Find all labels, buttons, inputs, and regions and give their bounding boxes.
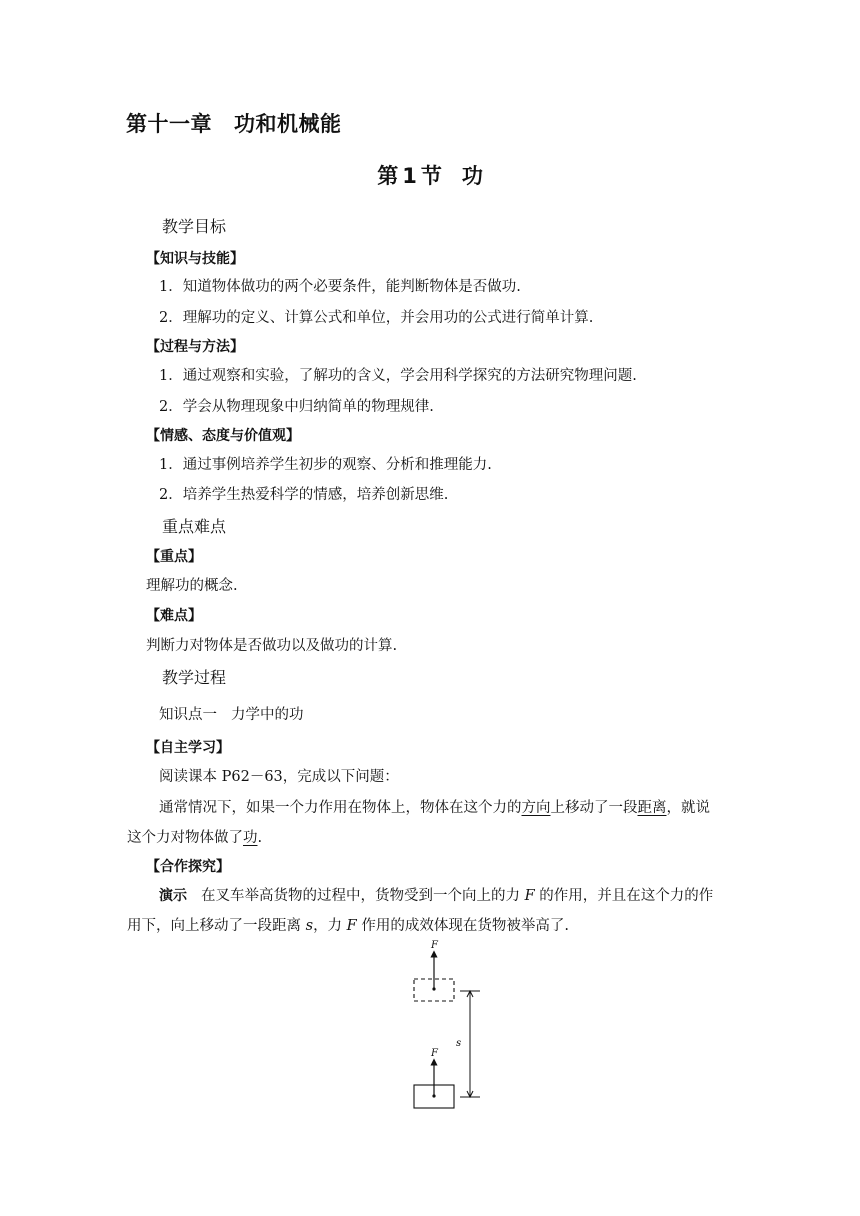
demo-symbol-f: F — [524, 888, 535, 904]
demo-text: 作用的成效体现在货物被举高了. — [361, 918, 569, 934]
difficulty-text: 判断力对物体是否做功以及做功的计算. — [146, 638, 398, 654]
self-study-label: 【自主学习】 — [146, 740, 230, 756]
demo-line-2 — [127, 914, 569, 935]
focus-label: 【重点】 — [146, 549, 202, 565]
force-point-top — [432, 987, 435, 990]
self-study-paragraph-line-2 — [127, 826, 262, 847]
para-text: 通常情况下，如果一个力作用在物体上，物体在这个力的 — [159, 800, 522, 816]
knowledge-item-1: 1．知道物体做功的两个必要条件，能判断物体是否做功. — [159, 279, 521, 295]
demo-label: 演示 — [159, 888, 187, 904]
teaching-process-heading: 教学过程 — [162, 668, 227, 687]
answer-blank-direction: 方向 — [521, 800, 551, 816]
knowledge-point-label: 知识点一 — [159, 707, 217, 723]
para-text: . — [257, 830, 263, 846]
process-item-2: 2．学会从物理现象中归纳简单的物理规律. — [159, 399, 434, 415]
emotion-item-1: 1．通过事例培养学生初步的观察、分析和推理能力. — [159, 457, 492, 473]
para-text: ，就说 — [666, 800, 710, 816]
knowledge-skills-label: 【知识与技能】 — [146, 251, 244, 267]
demo-text: ，力 — [313, 918, 343, 934]
chapter-number: 第十一章 — [126, 112, 212, 136]
focus-text: 理解功的概念. — [146, 578, 238, 594]
answer-blank-work: 功 — [243, 830, 258, 846]
demo-symbol-f: F — [346, 918, 357, 934]
forklift-work-figure — [400, 936, 500, 1112]
answer-blank-distance: 距离 — [637, 800, 667, 816]
knowledge-point-heading — [159, 703, 304, 724]
difficulty-label: 【难点】 — [146, 608, 202, 624]
section-unit: 节 — [420, 164, 442, 188]
emotion-attitude-label: 【情感、态度与价值观】 — [146, 428, 300, 444]
chapter-title: 功和机械能 — [234, 112, 342, 136]
emotion-item-2: 2．培养学生热爱科学的情感，培养创新思维. — [159, 487, 449, 503]
process-item-1: 1．通过观察和实验，了解功的含义，学会用科学探究的方法研究物理问题. — [159, 368, 637, 384]
distance-label: s — [456, 1038, 462, 1049]
self-study-instruction: 阅读课本 P62－63，完成以下问题： — [159, 769, 399, 785]
knowledge-item-2: 2．理解功的定义、计算公式和单位，并会用功的公式进行简单计算. — [159, 310, 594, 326]
section-title: 功 — [461, 164, 483, 188]
demo-text: 的作用，并且在这个力的作 — [539, 888, 714, 904]
process-methods-label: 【过程与方法】 — [146, 339, 244, 355]
objectives-heading: 教学目标 — [162, 217, 227, 236]
section-prefix: 第 — [377, 164, 399, 188]
demo-symbol-s: s — [305, 918, 314, 934]
key-points-heading: 重点难点 — [162, 517, 227, 536]
self-study-paragraph-line-1 — [159, 796, 710, 817]
force-label-bottom: F — [431, 1048, 438, 1059]
force-label-top: F — [431, 940, 438, 951]
knowledge-point-title: 力学中的功 — [231, 707, 304, 723]
section-heading — [0, 160, 860, 190]
cooperative-label: 【合作探究】 — [146, 859, 230, 875]
demo-text: 用下，向上移动了一段距离 — [127, 918, 301, 934]
para-text: 这个力对物体做了 — [127, 830, 243, 846]
para-text: 上移动了一段 — [550, 800, 638, 816]
chapter-heading — [126, 108, 342, 138]
demo-text: 在叉车举高货物的过程中，货物受到一个向上的力 — [201, 888, 520, 904]
force-point-bottom — [432, 1094, 435, 1097]
section-num: 1 — [402, 164, 417, 188]
demo-line-1 — [159, 884, 713, 905]
